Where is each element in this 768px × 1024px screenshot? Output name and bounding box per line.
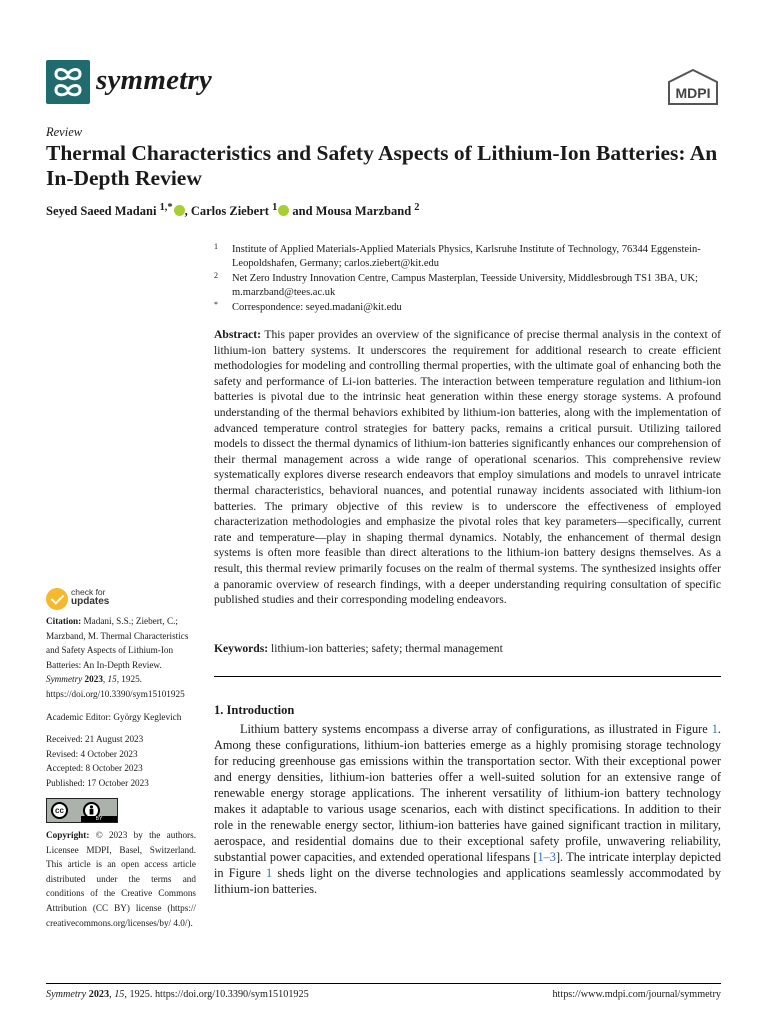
author-name[interactable]: Seyed Saeed Madani: [46, 204, 157, 219]
check-icon: [46, 588, 68, 610]
affiliation-text: Institute of Applied Materials-Applied Materials Physics, Karlsruhe Institute of Technology, 76344 Eggenstein-Leopoldshafen, Germany; carlos.ziebert@kit.edu: [232, 244, 701, 269]
check-label-line2: updates: [71, 596, 110, 607]
orcid-icon[interactable]: [278, 205, 289, 216]
intro-paragraph: Lithium battery systems encompass a diverse array of configurations, as illustrated in Figure 1. Among these configurations, lithium-ion batteries emerge as a highly promising storage technology for reducing greenhouse gas emissions within the transportation sector. With their exceptional power and energy densities, lithium-ion batteries offer a well-suited solution for an extensive range of renewable energy storage applications. The inherent versatility of lithium-ion battery technology makes it adaptable to various usage scenarios, each with distinct specifications. In addition to their role in the renewable energy sector, lithium-ion batteries have gained significant traction in military, aerospace, and residential domains due to their exceptional safety profile, unwavering reliability, substantial power capacities, and extended operational lifespans [1–3]. The intricate interplay depicted in Figure 1 sheds light on the diverse technologies and applications seamlessly accommodated by lithium-ion batteries.: [214, 722, 721, 896]
affiliation-mark: *: [214, 300, 218, 310]
citation: Citation: Madani, S.S.; Ziebert, C.; Marzband, M. Thermal Characteristics and Safety Aspects of Lithium-Ion Batteries: An In-Depth Review. Symmetry 2023, 15, 1925. https://doi.org/10.3390/sym15101925: [46, 616, 189, 699]
author-name[interactable]: Carlos Ziebert: [190, 204, 269, 219]
article-type: Review: [46, 125, 83, 139]
date-accepted: Accepted: 8 October 2023: [46, 763, 143, 774]
journal-logo-icon: [46, 60, 90, 104]
sidebar-info: [46, 614, 196, 799]
divider: [214, 676, 721, 677]
article-title: Thermal Characteristics and Safety Aspects of Lithium-Ion Batteries: An In-Depth Review: [46, 141, 718, 190]
affiliation-mark: 2: [214, 271, 218, 281]
correspondence-text: Correspondence: seyed.madani@kit.edu: [232, 302, 402, 314]
affiliation-item: [214, 272, 726, 299]
abstract-text: This paper provides an overview of the significance of precise thermal analysis in the context of lithium-ion battery systems. It underscores the requirement for additional research to create efficient methodologies for modeling and controlling thermal properties, with the ultimate goal of enhancing both the safety and performance of Li-ion batteries. The interaction between temperature regulation and lithium-ion batteries is pivotal due to the intrinsic heat generation within these energy storage systems. A profound understanding of the thermal behaviors exhibited by lithium-ion batteries, along with the implementation of advanced temperature control strategies for battery packs, remains a critical pursuit. Utilizing tailored models to dissect the thermal dynamics of lithium-ion batteries significantly enhances our comprehension of their thermal management across a wide range of operational scenarios. This comprehensive review systematically explores diverse research endeavors that employ simulations and models to unravel intricate thermal characteristics, behavioral nuances, and potential runaway incidents associated with lithium-ion batteries. The primary objective of this review is to underscore the effectiveness of employed characterization methodologies and emphasize the pivotal roles that key parameters—specifically, current rate and temperature—play in shaping thermal dynamics. Notably, the enhancement of thermal design systems is often more feasible than direct alterations to the lithium-ion battery designs themselves. As a result, this thermal review primarily focuses on the realm of thermal systems. The synthesized insights offer a panoramic overview of research findings, with a deeper understanding requiring consultation of specific published studies and their corresponding modeling endeavors.: [214, 328, 721, 607]
copyright-notice: [46, 828, 196, 930]
date-received: Received: 21 August 2023: [46, 734, 144, 745]
academic-editor: Academic Editor: György Keglevich: [46, 711, 182, 722]
author-name[interactable]: Mousa Marzband: [315, 204, 412, 219]
keywords-label: Keywords:: [214, 642, 269, 655]
footer-citation: Symmetry 2023, 15, 1925. https://doi.org/10.3390/sym15101925: [46, 989, 309, 1000]
reference-link[interactable]: 1–3: [537, 850, 556, 864]
author-list: Seyed Saeed Madani $^{1,*}$ , Carlos Ziebert $^1$ and Mousa Marzband $^2$: [46, 202, 420, 219]
figure-link[interactable]: 1: [711, 722, 718, 736]
mdpi-logo-icon: [665, 68, 721, 108]
keywords: [214, 642, 721, 655]
affiliation-item: [214, 243, 726, 270]
footer-divider: [46, 983, 721, 984]
date-revised: Revised: 4 October 2023: [46, 748, 138, 759]
author-affiliation-mark: 2: [414, 202, 420, 213]
copyright-label: Copyright:: [46, 830, 90, 840]
author-affiliation-mark: 1: [272, 202, 278, 213]
footer-doi[interactable]: , 1925. https://doi.org/10.3390/sym15101925: [124, 989, 309, 1000]
copyright-text: © 2023 by the authors. Licensee MDPI, Basel, Switzerland. This article is an open access article distributed under the terms and conditions of the Creative Commons Attribution (CC BY) license (https:// creativecommons.org/licenses/by/ 4.0/).: [46, 830, 196, 928]
author-affiliation-mark: 1,*: [159, 202, 173, 213]
journal-name: symmetry: [96, 64, 212, 96]
date-published: Published: 17 October 2023: [46, 777, 149, 788]
mdpi-logo-text: MDPI: [675, 85, 711, 101]
keywords-text: lithium-ion batteries; safety; thermal management: [271, 642, 503, 655]
section-heading: 1. Introduction: [214, 703, 295, 717]
affiliation-text: Net Zero Industry Innovation Centre, Campus Masterplan, Teesside University, Middlesbrough TS1 3BA, UK; m.marzband@tees.ac.uk: [232, 273, 698, 298]
orcid-icon[interactable]: [174, 205, 185, 216]
citation-label: Citation:: [46, 616, 82, 626]
check-label-line1: check for: [71, 587, 106, 597]
check-for-updates-button[interactable]: [46, 586, 126, 612]
cc-by-license-icon[interactable]: [46, 798, 118, 823]
citation-doi[interactable]: , 1925. https://doi.org/10.3390/sym15101925: [46, 674, 185, 699]
affiliations: [214, 243, 726, 317]
by-label: BY: [81, 816, 117, 822]
dates: [46, 732, 196, 790]
cc-icon: cc: [51, 802, 68, 819]
figure-link[interactable]: 1: [266, 866, 273, 880]
footer-journal-url[interactable]: https://www.mdpi.com/journal/symmetry: [552, 989, 721, 1000]
abstract-label: Abstract:: [214, 328, 262, 341]
abstract: [214, 327, 721, 608]
affiliation-item: [214, 301, 726, 315]
affiliation-mark: 1: [214, 242, 218, 251]
